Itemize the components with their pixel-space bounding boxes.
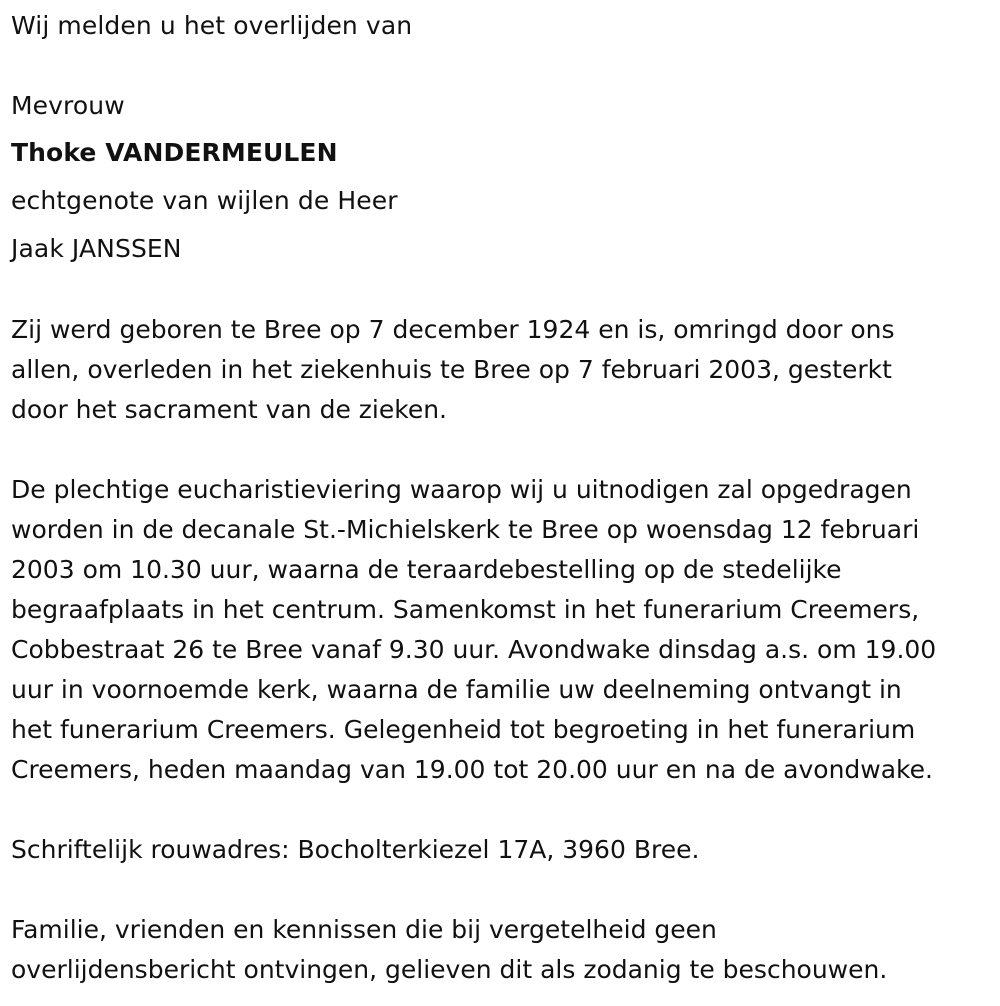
paragraph-line: Creemers, heden maandag van 19.00 tot 20.00 uur en na de avondwake.	[11, 755, 933, 784]
honorific: Mevrouw	[11, 91, 125, 120]
address-paragraph	[11, 830, 995, 870]
spouse-relation: echtgenote van wijlen de Heer	[11, 186, 398, 215]
paragraph-line: allen, overleden in het ziekenhuis te Bree op 7 februari 2003, gesterkt	[11, 355, 892, 384]
paragraph-line: overlijdensbericht ontvingen, gelieven dit als zodanig te beschouwen.	[11, 955, 888, 984]
paragraph-line: het funerarium Creemers. Gelegenheid tot begroeting in het funerarium	[11, 715, 916, 744]
paragraph-line: De plechtige eucharistieviering waarop wij u uitnodigen zal opgedragen	[11, 475, 912, 504]
paragraph-line: begraafplaats in het centrum. Samenkomst in het funerarium Creemers,	[11, 595, 920, 624]
family-paragraph	[11, 910, 995, 990]
ceremony-paragraph	[11, 470, 995, 790]
spouse-name: Jaak JANSSEN	[11, 234, 182, 263]
birth-paragraph	[11, 310, 995, 430]
paragraph-line: uur in voornoemde kerk, waarna de familie uw deelneming ontvangt in	[11, 675, 902, 704]
paragraph-line: door het sacrament van de zieken.	[11, 395, 447, 424]
paragraph-line: Schriftelijk rouwadres: Bocholterkiezel 17A, 3960 Bree.	[11, 835, 700, 864]
paragraph-line: Zij werd geboren te Bree op 7 december 1924 en is, omringd door ons	[11, 315, 895, 344]
paragraph-line: worden in de decanale St.-Michielskerk te Bree op woensdag 12 februari	[11, 515, 920, 544]
paragraph-line: 2003 om 10.30 uur, waarna de teraardebestelling op de stedelijke	[11, 555, 842, 584]
deceased-name: Thoke VANDERMEULEN	[11, 138, 338, 167]
paragraph-line: Familie, vrienden en kennissen die bij vergetelheid geen	[11, 915, 717, 944]
intro-text: Wij melden u het overlijden van	[11, 11, 413, 40]
paragraph-line: Cobbestraat 26 te Bree vanaf 9.30 uur. Avondwake dinsdag a.s. om 19.00	[11, 635, 937, 664]
